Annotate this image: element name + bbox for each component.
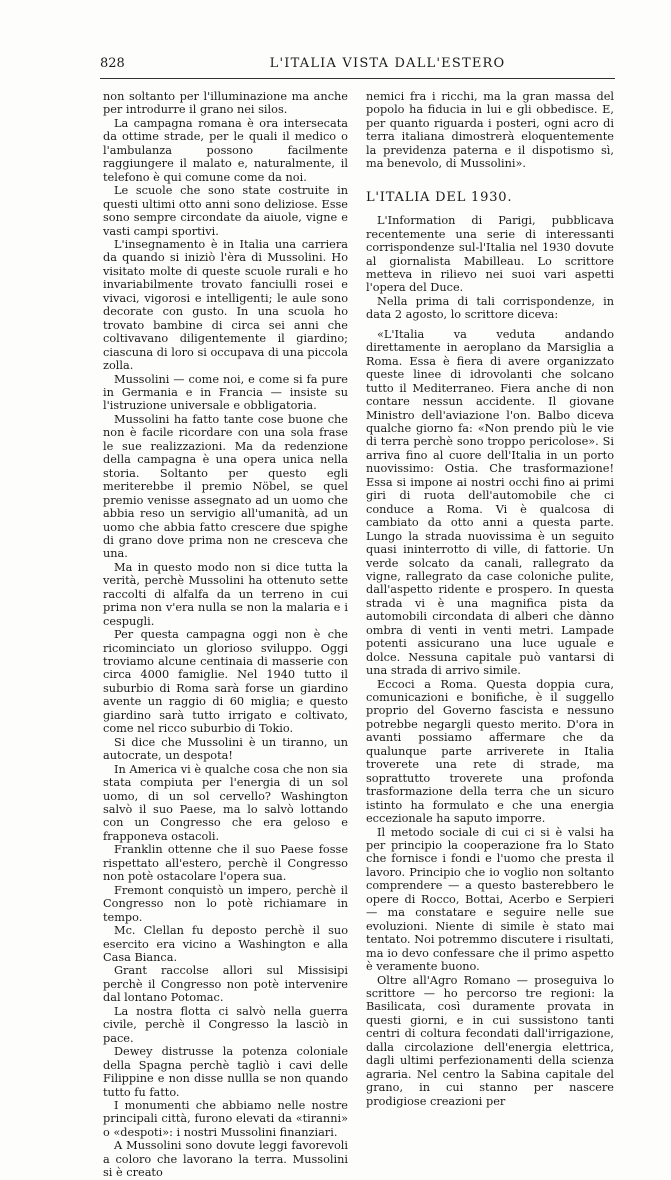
paragraph: Nella prima di tali corrispondenze, in data 2 agosto, lo scrittore diceva: — [366, 294, 614, 322]
left-column — [103, 90, 348, 1180]
paragraph: Eccoci a Roma. Questa doppia cura, comunicazioni e bonifiche, è il suggello proprio del Governo fascista e nessuno potrebbe negargli questo merito. D'ora in avanti possiamo affermare che da qualunque parte arriverete in Italia troverete una rete di strade, ma soprattutto troverete una profonda trasformazione della terra che un sicuro istinto ha formulato e che una energia eccezionale ha saputo imporre. — [366, 677, 614, 826]
paragraph: Per questa campagna oggi non è che ricominciato un glorioso sviluppo. Oggi troviamo alcune centinaia di masserie con circa 4000 famiglie. Nel 1940 tutto il suburbio di Roma sarà forse un giardino avente un raggio di 60 miglia; e questo giardino sarà tutto irrigato e coltivato, come nel ricco suburbio di Tokio. — [103, 628, 348, 736]
paragraph: non soltanto per l'illuminazione ma anche per introdurre il grano nei silos. — [103, 90, 348, 117]
paragraph: L'insegnamento è in Italia una carriera da quando si iniziò l'èra di Mussolini. Ho visitato molte di queste scuole rurali e ho invariabilmente trovato fanciulli rosei e vivaci, vigorosi e intelligenti; le aule sono decorate con gusto. In una scuola ho trovato bambine di circa sei anni che coltivavano diligentemente il giardino; ciascuna di loro si occupava di una piccola zolla. — [103, 237, 348, 373]
page-header — [100, 56, 615, 76]
paragraph: L'Information di Parigi, pubblicava recentemente una serie di interessanti corrispondenze sul-l'Italia nel 1930 dovute al giornalista Mabilleau. Lo scrittore metteva in rilievo nei suoi vari aspetti l'opera del Duce. — [366, 214, 614, 295]
paragraph: Grant raccolse allori sul Missisipi perchè il Congresso non potè intervenire dal lontano Potomac. — [103, 964, 348, 1005]
paragraph: Franklin ottenne che il suo Paese fosse rispettato all'estero, perchè il Congresso non potè ostacolare l'opera sua. — [103, 843, 348, 884]
paragraph: Mussolini ha fatto tante cose buone che non è facile ricordare con una sola frase le sue realizzazioni. Ma da redenzione della campagna è una opera unica nella storia. Soltanto per questo egli meriterebbe il premio Nöbel, se quel premio venisse assegnato ad un uomo che abbia reso un servigio all'umanità, ad un uomo che abbia fatto crescere due spighe di grano dove prima non ne cresceva che una. — [103, 412, 348, 561]
paragraph: I monumenti che abbiamo nelle nostre principali città, furono elevati da «tiranni» o «despoti»: i nostri Mussolini finanziari. — [103, 1098, 348, 1139]
running-title: L'ITALIA VISTA DALL'ESTERO — [269, 56, 506, 71]
right-column — [366, 90, 614, 1108]
section-title: L'ITALIA DEL 1930. — [366, 189, 513, 205]
paragraph: La nostra flotta ci salvò nella guerra civile, perchè il Congresso la lasciò in pace. — [103, 1004, 348, 1045]
paragraph: Ma in questo modo non si dice tutta la verità, perchè Mussolini ha ottenuto sette raccolti di alfalfa da un terreno in cui prima non v'era nulla se non la malaria e i cespugli. — [103, 560, 348, 628]
paragraph: Mussolini — come noi, e come si fa pure in Germania e in Francia — insiste su l'istruzione universale e obbligatoria. — [103, 372, 348, 413]
paragraph: La campagna romana è ora intersecata da ottime strade, per le quali il medico o l'ambulanza possono facilmente raggiungere il malato e, naturalmente, il telefono è qui comune come da noi. — [103, 116, 348, 184]
paragraph: «L'Italia va veduta andando direttamente in aeroplano da Marsiglia a Roma. Essa è fiera di avere organizzato queste linee di idrovolanti che solcano tutto il Mediterraneo. Fiera anche di non contare nessun accidente. Il giovane Ministro dell'aviazione l'on. Balbo diceva qualche giorno fa: «Non prendo più le vie di terra perchè sono troppo pericolose». Si arriva fino al cuore dell'Italia in un porto nuovissimo: Ostia. Che trasformazione! Essa si impone ai nostri occhi fino ai primi giri di ruota dell'automobile che ci conduce a Roma. Vi è qualcosa di cambiato da otto anni a questa parte. Lungo la strada nuovissima è un seguito quasi ininterrotto di ville, di fattorie. Un verde solcato da canali, rallegrato da vigne, rallegrato da case coloniche pulite, dall'aspetto ridente e prospero. In questa strada vi è una magnifica pista da automobili circondata di alberi che dànno ombra di venti in venti metri. Lampade potenti assicurano una luce uguale e dolce. Nessuna capitale può vantarsi di una strada di arrivo simile. — [366, 327, 614, 678]
page-number: 828 — [100, 56, 125, 71]
header-rule — [100, 78, 615, 79]
paragraph: nemici fra i ricchi, ma la gran massa del popolo ha fiducia in lui e gli obbedisce. E, per quanto riguarda i posteri, ogni acro di terra italiana dimostrerà eloquentemente la previdenza paterna e il dispotismo sì, ma benevolo, di Mussolini». — [366, 90, 614, 171]
paragraph: Fremont conquistò un impero, perchè il Congresso non lo potè richiamare in tempo. — [103, 883, 348, 924]
paragraph: Le scuole che sono state costruite in questi ultimi otto anni sono deliziose. Esse sono sempre circondate da aiuole, vigne e vasti campi sportivi. — [103, 184, 348, 238]
paragraph: Il metodo sociale di cui ci si è valsi ha per principio la cooperazione fra lo Stato che fornisce i fondi e l'uomo che presta il lavoro. Principio che io voglio non soltanto comprendere — a questo basterebbero le opere di Rocco, Bottai, Acerbo e Serpieri — ma constatare e seguire nelle sue evoluzioni. Niente di simile è stato mai tentato. Noi potremmo discutere i risultati, ma io devo confessare che il primo aspetto è veramente buono. — [366, 825, 614, 974]
paragraph: A Mussolini sono dovute leggi favorevoli a coloro che lavorano la terra. Mussolini si è creato — [103, 1139, 348, 1180]
paragraph: Dewey distrusse la potenza coloniale della Spagna perchè tagliò i cavi delle Filippine e non disse nullla se non quando tutto fu fatto. — [103, 1045, 348, 1099]
paragraph: In America vi è qualche cosa che non sia stata compiuta per l'energia di un sol uomo, di un sol cervello? Washington salvò il suo Paese, ma lo salvò lottando con un Congresso che era geloso e frapponeva ostacoli. — [103, 762, 348, 843]
paragraph: Si dice che Mussolini è un tiranno, un autocrate, un despota! — [103, 735, 348, 763]
paragraph: Mc. Clellan fu deposto perchè il suo esercito era vicino a Washington e alla Casa Bianca. — [103, 924, 348, 964]
paragraph: Oltre all'Agro Romano — proseguiva lo scrittore — ho percorso tre regioni: la Basilicata, così duramente provata in questi giorni, e in cui sussistono tanti centri di coltura fecondati dall'irrigazione, dalla circolazione dell'energia elettrica, dagli ultimi perfezionamenti della scienza agraria. Nel centro la Sabina capitale del grano, in cui stanno per nascere prodigiose creazioni per — [366, 973, 614, 1108]
